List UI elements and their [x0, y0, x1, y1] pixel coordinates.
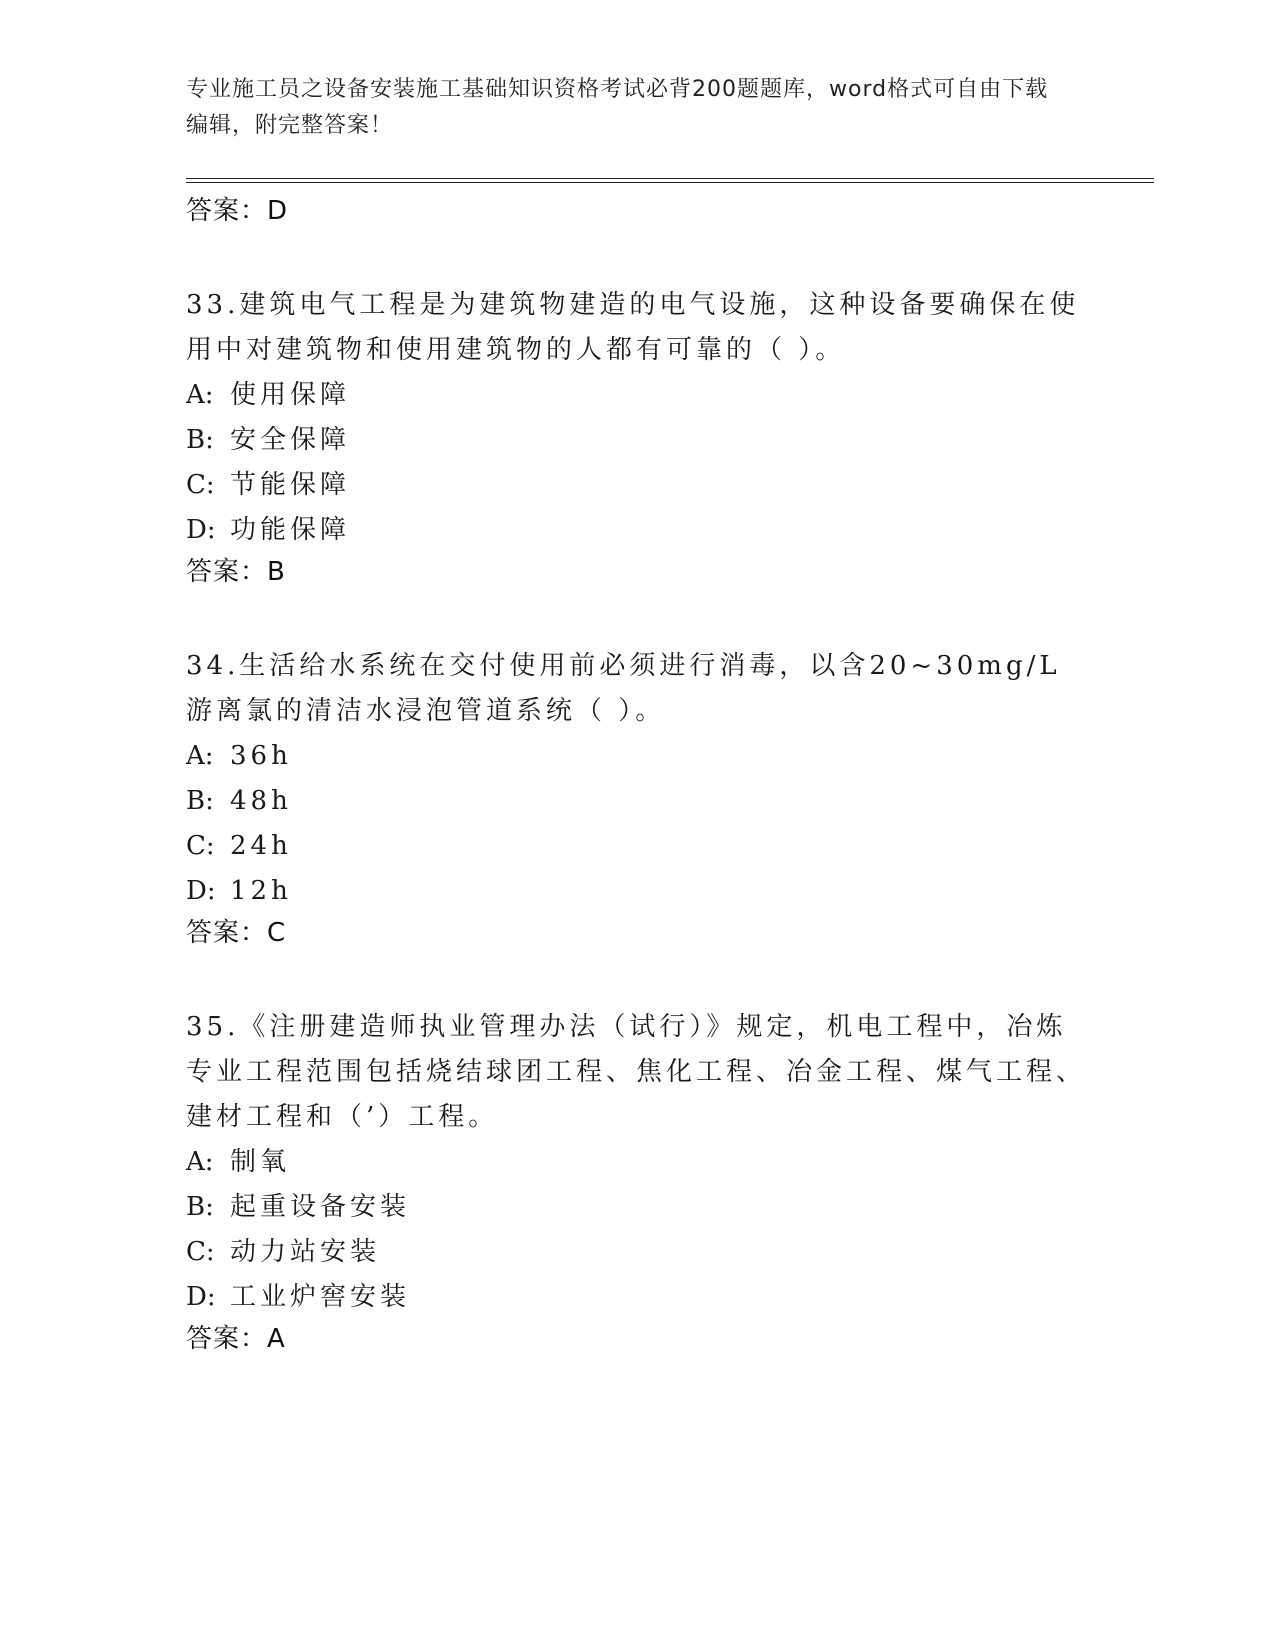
option-key: D:: [186, 1282, 216, 1312]
question-text: 34.生活给水系统在交付使用前必须进行消毒，以含20~30mg/L游离氯的清洁水浸泡管道系统（ ）。: [186, 651, 1061, 726]
option-a: [186, 1140, 1086, 1185]
option-key: C:: [186, 831, 215, 861]
option-key: D:: [186, 876, 216, 906]
option-text: 48h: [230, 786, 292, 816]
option-key: C:: [186, 470, 215, 500]
option-text: 安全保障: [230, 425, 351, 455]
question-text: 33.建筑电气工程是为建筑物建造的电气设施，这种设备要确保在使用中对建筑物和使用建筑物的人都有可靠的（ ）。: [186, 290, 1080, 365]
option-d: [186, 1275, 1086, 1320]
question-list: [186, 192, 1086, 1365]
option-text: 工业炉窖安装: [230, 1282, 411, 1312]
option-d: [186, 508, 1086, 553]
option-key: B:: [186, 786, 214, 816]
option-b: [186, 418, 1086, 463]
option-b: [186, 1185, 1086, 1230]
option-key: A:: [186, 380, 214, 410]
header-divider: [186, 178, 1154, 183]
question-item: [186, 644, 1086, 959]
option-text: 12h: [230, 876, 292, 906]
option-a: [186, 734, 1086, 779]
option-key: A:: [186, 1147, 214, 1177]
question-item: [186, 283, 1086, 598]
document-header-title: 专业施工员之设备安装施工基础知识资格考试必背200题题库，word格式可自由下载编辑，附完整答案！: [186, 77, 1049, 138]
question-text: 35.《注册建造师执业管理办法（试行）》规定，机电工程中，冶炼专业工程范围包括烧结球团工程、焦化工程、冶金工程、煤气工程、建材工程和（’）工程。: [186, 1012, 1087, 1132]
answer-line: 答案：B: [186, 557, 286, 587]
option-key: B:: [186, 1192, 214, 1222]
option-c: [186, 1230, 1086, 1275]
option-text: 节能保障: [230, 470, 351, 500]
option-text: 动力站安装: [230, 1237, 381, 1267]
answer-line: 答案：C: [186, 918, 287, 948]
option-key: D:: [186, 515, 216, 545]
option-d: [186, 869, 1086, 914]
option-text: 24h: [230, 831, 292, 861]
option-key: B:: [186, 425, 214, 455]
option-text: 制氧: [230, 1147, 291, 1177]
option-text: 功能保障: [230, 515, 351, 545]
option-c: [186, 824, 1086, 869]
option-a: [186, 373, 1086, 418]
question-item: [186, 1005, 1086, 1365]
option-c: [186, 463, 1086, 508]
option-text: 36h: [230, 741, 292, 771]
option-key: A:: [186, 741, 214, 771]
option-text: 使用保障: [230, 380, 351, 410]
answer-line: 答案：D: [186, 196, 289, 226]
option-text: 起重设备安装: [230, 1192, 411, 1222]
answer-line: 答案：A: [186, 1324, 286, 1354]
option-key: C:: [186, 1237, 215, 1267]
option-b: [186, 779, 1086, 824]
